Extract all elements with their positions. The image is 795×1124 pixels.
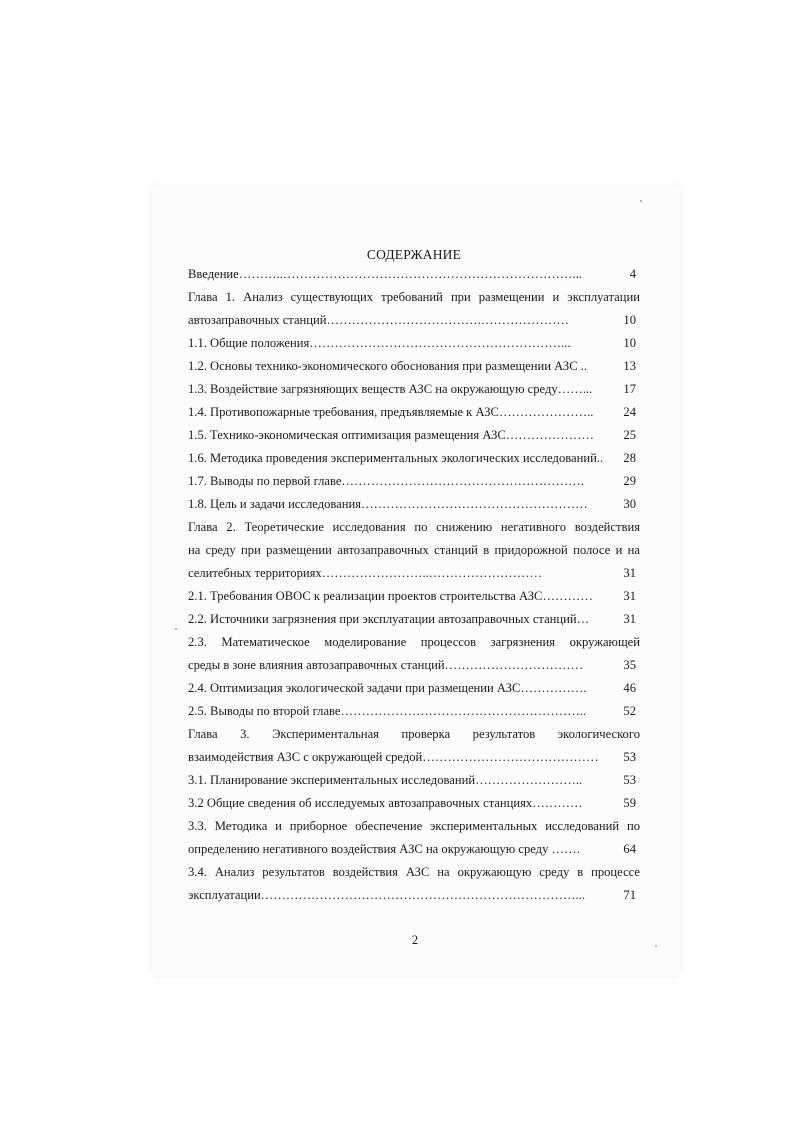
toc-entry-page: 29 [623,474,636,488]
toc-entry-text: эксплуатации…………………………………………………………………... [188,888,585,902]
toc-entry-text: 1.4. Противопожарные требования, предъявляемые к АЗС………………….. [188,405,594,419]
toc-entry-page: 31 [623,612,636,626]
toc-entry-page: 28 [623,451,636,465]
toc-entry-continued [188,723,640,746]
toc-entry-page: 35 [623,658,636,672]
toc-entry-page: 46 [623,681,636,695]
toc-entry-text: автозаправочных станций……………………………….………………… [188,313,569,327]
toc-entry [188,562,640,585]
toc-entry-text: 3.1. Планирование экспериментальных исследований…………………….. [188,773,583,787]
toc-entry-page: 71 [623,888,636,902]
toc-entry [188,746,640,769]
toc-entry [188,654,640,677]
toc-entry [188,470,640,493]
toc-entry-text: Введение………..……………………………………………………………... [188,267,582,281]
toc-entry-text: 2.2. Источники загрязнения при эксплуатации автозаправочных станций… [188,612,590,626]
toc-title: СОДЕРЖАНИЕ [366,247,462,262]
toc-entry-text: 2.4. Оптимизация экологической задачи при размещении АЗС……………. [188,681,587,695]
toc-entry-text: среды в зоне влияния автозаправочных станций…………………………… [188,658,584,672]
toc-entry [188,493,640,516]
toc-entry [188,355,640,378]
toc-entry [188,424,640,447]
toc-entry-continued [188,286,640,309]
toc-entry [188,309,640,332]
toc-entry-page: 10 [623,313,636,327]
toc-entry [188,401,640,424]
toc-entry-continued [188,861,640,884]
page-number: 2 [411,933,419,947]
toc-entry-text: взаимодействия АЗС с окружающей средой…………………………………… [188,750,599,764]
toc-entry-page: 64 [623,842,636,856]
toc-entry-page: 4 [629,267,636,281]
toc-entry-text: 2.5. Выводы по второй главе………………………………………………….. [188,704,587,718]
toc-entry-page: 52 [623,704,636,718]
toc-entry-text: 1.7. Выводы по первой главе…………………………………………………. [188,474,584,488]
toc-entry-text: 2.3. Математическое моделирование процессов загрязнения окружающей [188,635,640,649]
toc-entry-page: 10 [623,336,636,350]
toc-entry-page: 17 [623,382,636,396]
toc-entry-page: 31 [623,589,636,603]
toc-entry-continued [188,516,640,539]
toc-entry-text: определению негативного воздействия АЗС на окружающую среду ……. [188,842,580,856]
toc-entry-continued [188,631,640,654]
toc-entry [188,608,640,631]
scan-speck [640,200,642,202]
toc-entry-page: 13 [623,359,636,373]
toc-entry-text: 3.2 Общие сведения об исследуемых автозаправочных станциях………… [188,796,583,810]
toc-entry-page: 30 [623,497,636,511]
toc-entry [188,838,640,861]
toc-entry-page: 53 [623,773,636,787]
toc-entry-page: 53 [623,750,636,764]
toc-entry-page: 25 [623,428,636,442]
toc-entry-text: на среду при размещении автозаправочных станций в придорожной полосе и на [188,543,640,557]
toc-entry-text: Глава 2. Теоретические исследования по снижению негативного воздействия [188,520,640,534]
table-of-contents [188,263,640,907]
toc-entry-page: 24 [623,405,636,419]
toc-entry-text: 1.1. Общие положения……………………………………………………... [188,336,571,350]
toc-entry-text: Глава 1. Анализ существующих требований при размещении и эксплуатации [188,290,640,304]
toc-entry [188,700,640,723]
toc-entry [188,332,640,355]
toc-entry [188,585,640,608]
toc-entry-continued [188,539,640,562]
toc-entry-continued [188,815,640,838]
toc-entry-text: селитебных территориях……………………..……………………… [188,566,543,580]
toc-entry [188,792,640,815]
toc-entry-text: 3.3. Методика и приборное обеспечение экспериментальных исследований по [188,819,640,833]
scan-speck [175,628,177,630]
toc-entry [188,447,640,470]
toc-entry [188,884,640,907]
toc-entry-text: 1.3. Воздействие загрязняющих веществ АЗС на окружающую среду……... [188,382,593,396]
toc-entry [188,378,640,401]
scan-speck [655,945,657,947]
toc-entry-text: 1.2. Основы технико-экономического обоснования при размещении АЗС .. [188,359,588,373]
toc-entry [188,263,640,286]
toc-entry-text: 2.1. Требования ОВОС к реализации проектов строительства АЗС………… [188,589,593,603]
toc-entry-text: Глава 3. Экспериментальная проверка результатов экологического [188,727,640,741]
toc-entry [188,677,640,700]
toc-entry-text: 1.6. Методика проведения экспериментальных экологических исследований.. [188,451,604,465]
toc-entry [188,769,640,792]
toc-entry-page: 31 [623,566,636,580]
toc-entry-text: 1.5. Технико-экономическая оптимизация размещения АЗС………………… [188,428,594,442]
toc-entry-text: 1.8. Цель и задачи исследования……………………………………………… [188,497,588,511]
toc-entry-page: 59 [623,796,636,810]
toc-entry-text: 3.4. Анализ результатов воздействия АЗС на окружающую среду в процессе [188,865,640,879]
